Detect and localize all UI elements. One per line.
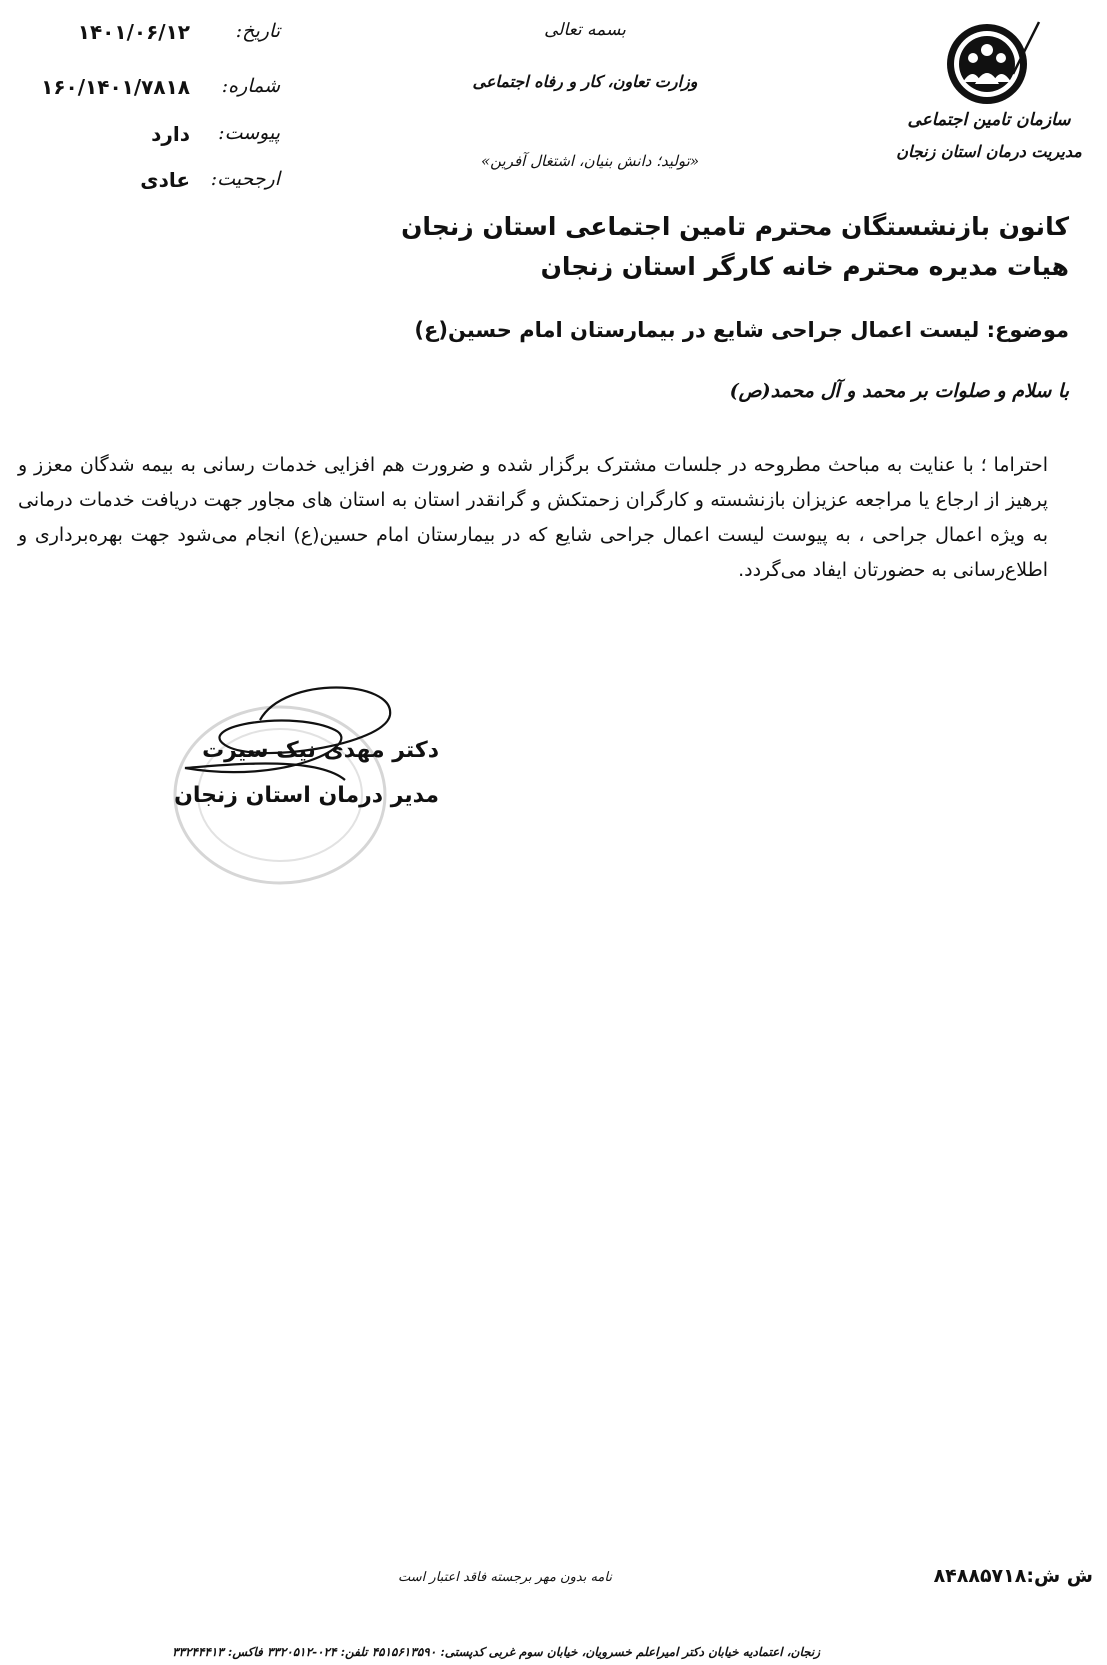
attachment-value: دارد xyxy=(151,122,190,146)
subject-line: موضوع: لیست اعمال جراحی شایع در بیمارستان امام حسین(ع) xyxy=(414,318,1069,342)
org-name: سازمان تامین اجتماعی xyxy=(907,110,1071,130)
serial-number: ش ش:۸۴۸۸۵۷۱۸ xyxy=(933,1565,1093,1587)
date-row xyxy=(20,20,280,52)
signer-title: مدیر درمان استان زنجان xyxy=(174,783,439,808)
date-value: ۱۴۰۱/۰۶/۱۲ xyxy=(77,20,190,44)
recipient-2: هیات مدیره محترم خانه کارگر استان زنجان xyxy=(540,252,1069,281)
letter-body: احتراما ؛ با عنایت به مباحث مطروحه در جلسات مشترک برگزار شده و ضرورت هم افزایی خدمات رسانی به بیمه شدگان معزز و پرهیز از ارجاع یا مراجعه عزیزان بازنشسته و کارگران زحمتکش و گرانقدر استان به استان های مجاور جهت دریافت خدمات درمانی به ویژه اعمال جراحی ، به پیوست لیست اعمال جراحی شایع که در بیمارستان امام حسین(ع) انجام می‌شود جهت بهره‌برداری و اطلاع‌رسانی به حضورتان ایفاد می‌گردد. xyxy=(18,454,1048,581)
attachment-row xyxy=(20,122,280,154)
date-label: تاریخ: xyxy=(235,20,280,42)
urgency-row xyxy=(20,168,280,200)
recipient-1: کانون بازنشستگان محترم تامین اجتماعی استان زنجان xyxy=(401,212,1069,241)
attachment-label: پیوست: xyxy=(218,122,280,144)
number-row xyxy=(20,75,280,107)
ministry-name: وزارت تعاون، کار و رفاه اجتماعی xyxy=(472,72,698,91)
social-security-logo xyxy=(935,12,1041,112)
org-department: مدیریت درمان استان زنجان xyxy=(896,142,1082,161)
footer-address: زنجان، اعتمادیه خیابان دکتر امیراعلم خسرویان، خیابان سوم غربی کدپستی: ۴۵۱۵۶۱۳۵۹۰ تلفن: ۰۲۴-۳۳۲۰۵۱۲ فاکس: ۳۳۲۴۴۴۱۳ xyxy=(172,1645,820,1659)
slogan: «تولید؛ دانش بنیان، اشتغال آفرین» xyxy=(480,152,700,170)
greeting: با سلام و صلوات بر محمد و آل محمد(ص) xyxy=(729,380,1069,402)
basmala: بسمه تعالی xyxy=(544,20,626,40)
number-value: ۱۶۰/۱۴۰۱/۷۸۱۸ xyxy=(41,75,190,99)
urgency-value: عادی xyxy=(140,168,190,192)
signer-name: دکتر مهدی نیک سیرت xyxy=(202,738,439,763)
urgency-label: ارجحیت: xyxy=(210,168,280,190)
number-label: شماره: xyxy=(221,75,280,97)
validity-note: نامه بدون مهر برجسته فاقد اعتبار است xyxy=(398,1570,612,1585)
